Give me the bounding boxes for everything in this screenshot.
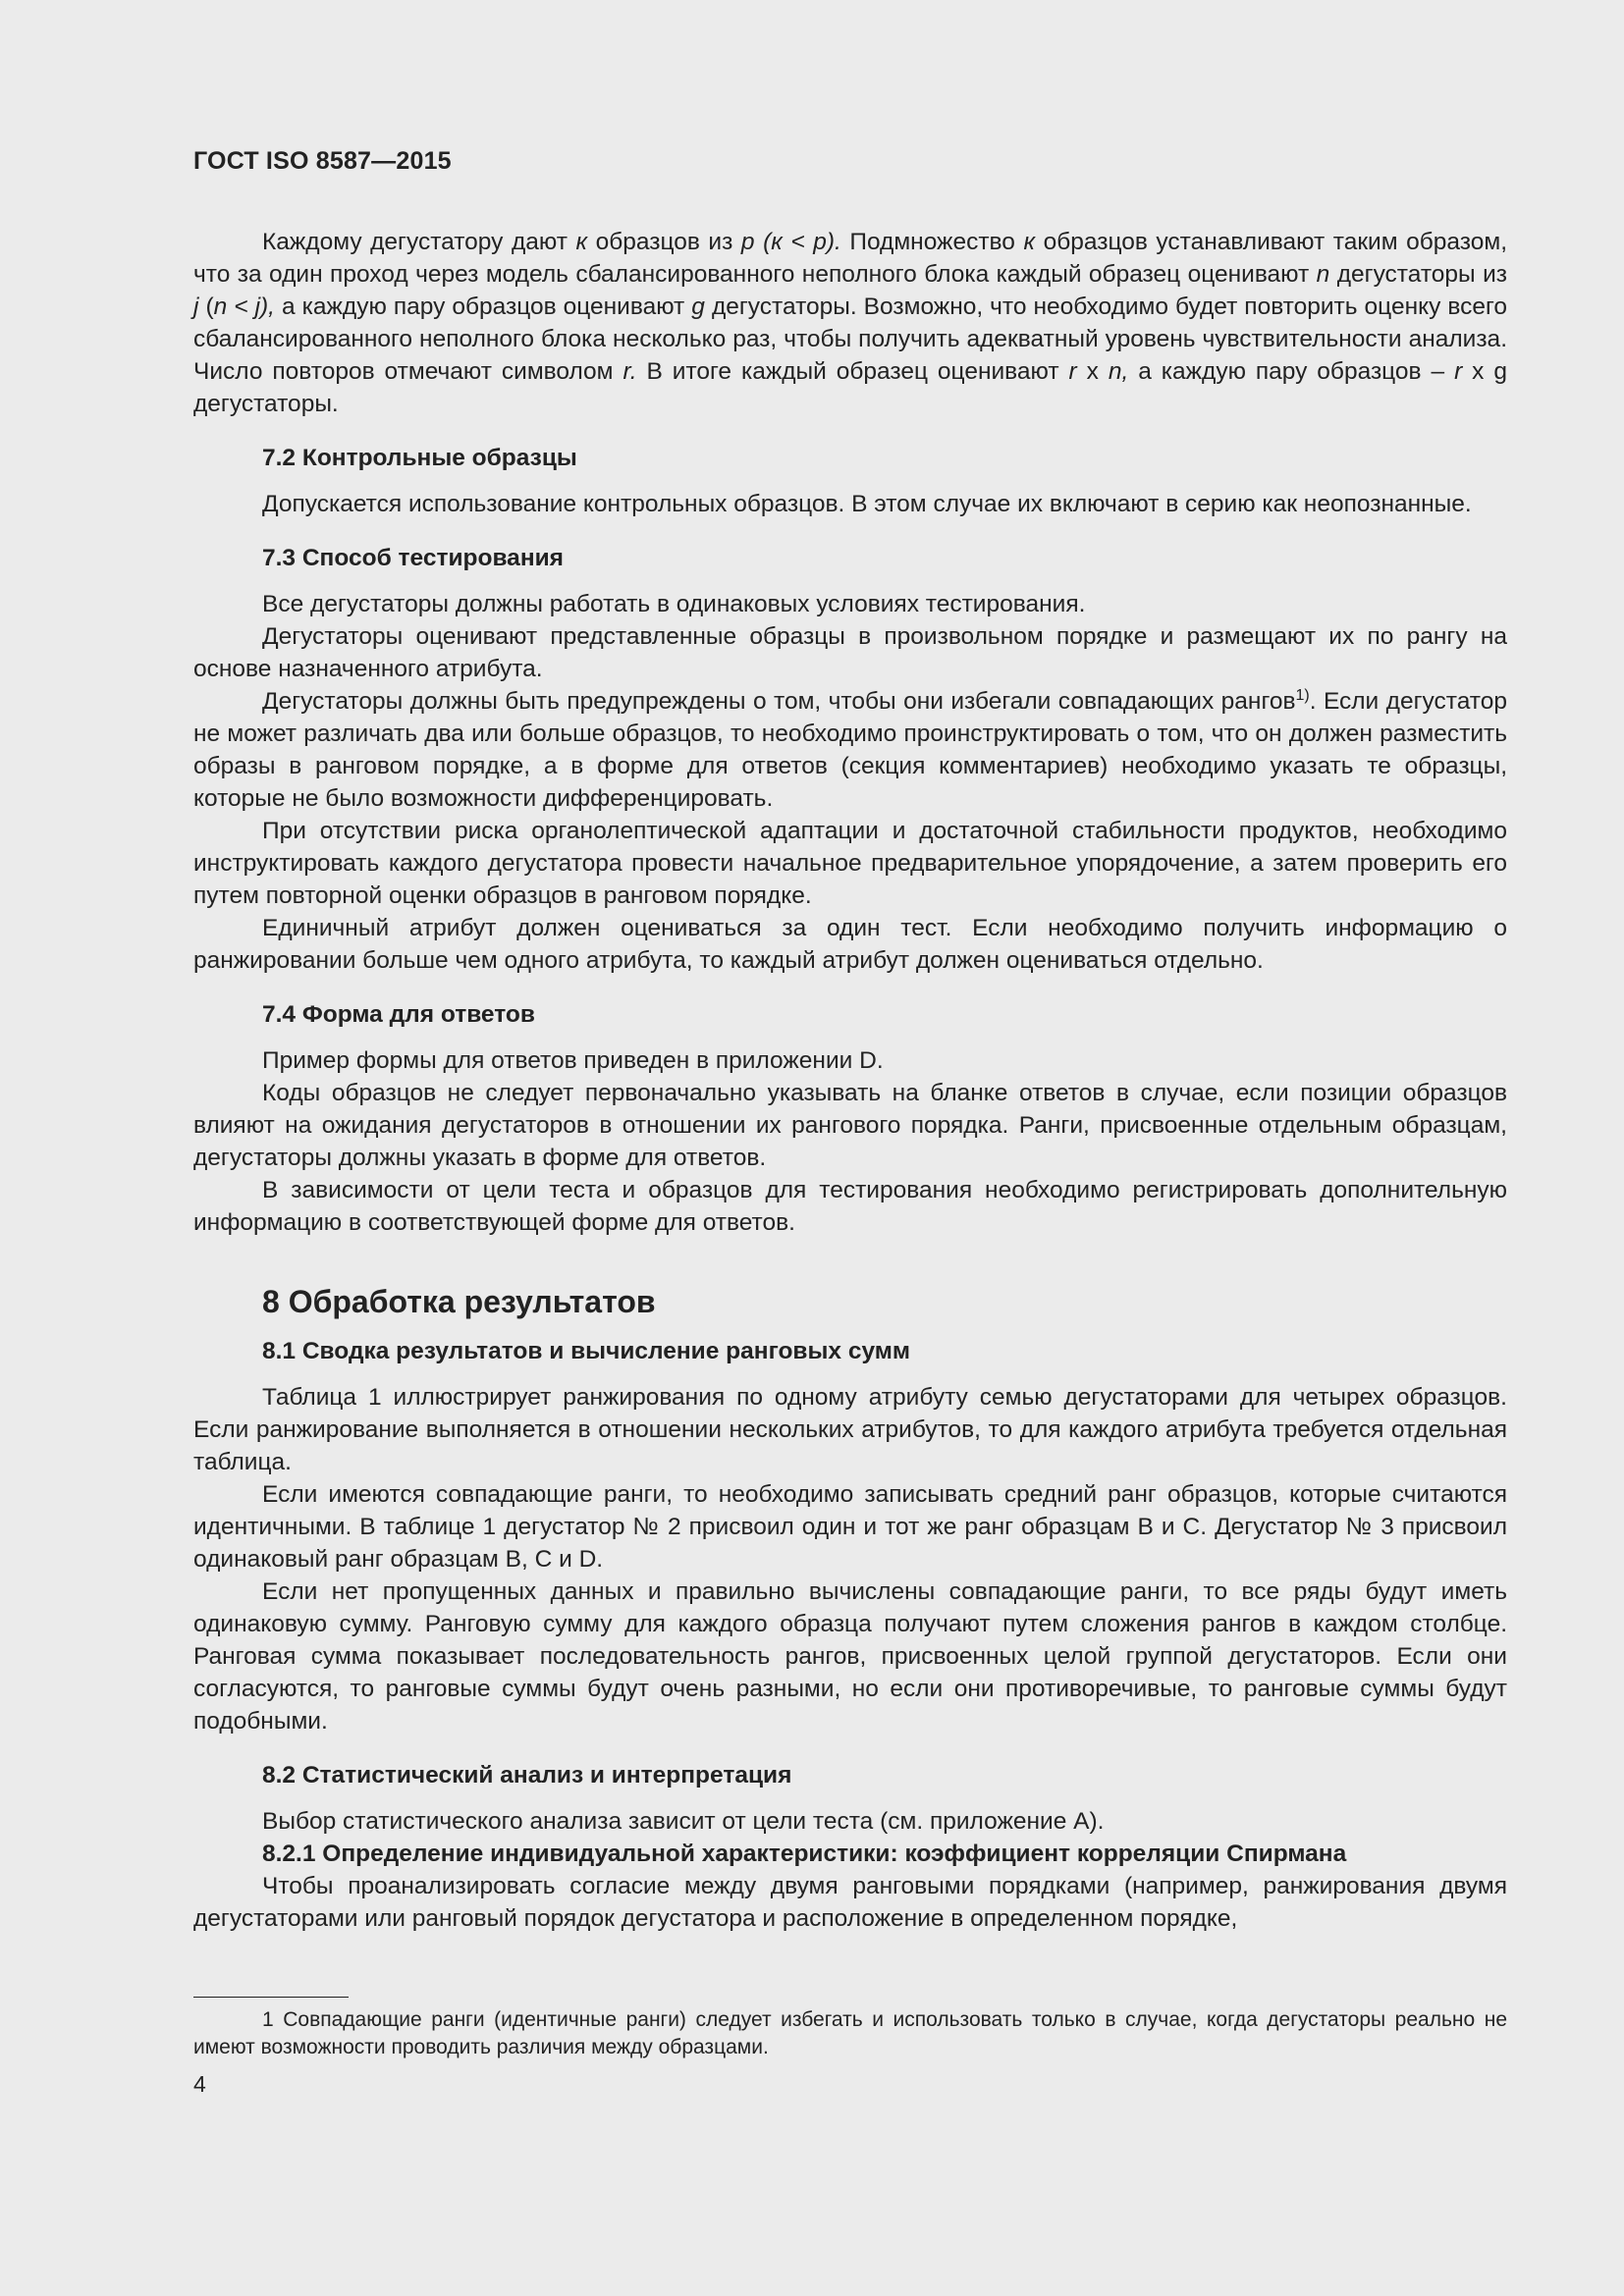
heading-7-2: 7.2 Контрольные образцы bbox=[262, 445, 577, 471]
paragraph-7-4-3: В зависимости от цели теста и образцов для тестирования необходимо регистрировать дополнительную информацию в соответствующей форме для ответов. bbox=[193, 1177, 1507, 1236]
paragraph-8-2-1-text: Чтобы проанализировать согласие между двумя ранговыми порядками (например, ранжирования двумя дегустаторами или ранговый порядок дегустатора и расположение в определенном порядке, bbox=[193, 1873, 1507, 1932]
paragraph-intro: Каждому дегустатору дают к образцов из р (к < р). Подмножество к образцов устанавливают таким образом, что за один проход через модель сбалансированного неполного блока каждый образец оценивают n дегустаторы из j (n < j), а каждую пару образцов оценивают g дегустаторы. Возможно, что необходимо будет повторить оценку всего сбалансированного неполного блока несколько раз, чтобы получить адекватный уровень чувствительности анализа. Число повторов отмечают символом r. В итоге каждый образец оценивают r x n, а каждую пару образцов – r x g дегустаторы. bbox=[193, 229, 1507, 417]
paragraph-8-1-1: Таблица 1 иллюстрирует ранжирования по одному атрибуту семью дегустаторами для четырех образцов. Если ранжирование выполняется в отношении нескольких атрибутов, то для каждого атрибута требуется отдельная таблица. bbox=[193, 1384, 1507, 1475]
footnote: 1 Совпадающие ранги (идентичные ранги) следует избегать и использовать только в случае, когда дегустаторы реально не имеют возможности проводить различия между образцами. bbox=[193, 2008, 1507, 2058]
heading-8-2-1: 8.2.1 Определение индивидуальной характеристики: коэффициент корреляции Спирмана bbox=[262, 1841, 1347, 1867]
paragraph-7-3-4: При отсутствии риска органолептической адаптации и достаточной стабильности продуктов, необходимо инструктировать каждого дегустатора провести начальное предварительное упорядочение, а затем проверить его путем повторной оценки образцов в ранговом порядке. bbox=[193, 818, 1507, 909]
document-header: ГОСТ ISO 8587—2015 bbox=[193, 147, 452, 175]
paragraph-7-3-5: Единичный атрибут должен оцениваться за один тест. Если необходимо получить информацию о ранжировании больше чем одного атрибута, то каждый атрибут должен оцениваться отдельно. bbox=[193, 915, 1507, 974]
paragraph-7-3-2: Дегустаторы оценивают представленные образцы в произвольном порядке и размещают их по рангу на основе назначенного атрибута. bbox=[193, 623, 1507, 682]
paragraph-8-1-2: Если имеются совпадающие ранги, то необходимо записывать средний ранг образцов, которые считаются идентичными. В таблице 1 дегустатор № 2 присвоил один и тот же ранг образцам В и С. Дегустатор № 3 присвоил одинаковый ранг образцам В, С и D. bbox=[193, 1481, 1507, 1573]
document-body bbox=[193, 226, 1507, 1935]
heading-8: 8 Обработка результатов bbox=[262, 1284, 656, 1319]
paragraph-7-4-1: Пример формы для ответов приведен в приложении D. bbox=[262, 1047, 884, 1074]
heading-8-1: 8.1 Сводка результатов и вычисление ранговых сумм bbox=[262, 1338, 911, 1364]
paragraph-8-2-1: Выбор статистического анализа зависит от цели теста (см. приложение А). bbox=[262, 1808, 1105, 1835]
paragraph-7-4-2: Коды образцов не следует первоначально указывать на бланке ответов в случае, если позиции образцов влияют на ожидания дегустаторов в отношении их рангового порядка. Ранги, присвоенные отдельным образцам, дегустаторы должны указать в форме для ответов. bbox=[193, 1080, 1507, 1171]
heading-7-3: 7.3 Способ тестирования bbox=[262, 545, 564, 571]
paragraph-7-2: Допускается использование контрольных образцов. В этом случае их включают в серию как неопознанные. bbox=[262, 491, 1472, 517]
heading-8-2: 8.2 Статистический анализ и интерпретация bbox=[262, 1762, 792, 1789]
page-number: 4 bbox=[193, 2071, 206, 2097]
paragraph-7-3-1: Все дегустаторы должны работать в одинаковых условиях тестирования. bbox=[262, 591, 1086, 617]
footnote-divider bbox=[193, 1997, 349, 1998]
heading-7-4: 7.4 Форма для ответов bbox=[262, 1001, 535, 1028]
paragraph-7-3-3: Дегустаторы должны быть предупреждены о том, чтобы они избегали совпадающих рангов$^{1)}$. Если дегустатор не может различать два или больше образцов, то необходимо проинструктировать о том, что он должен разместить образы в ранговом порядке, а в форме для ответов (секция комментариев) необходимо указать те образцы, которые не было возможности дифференцировать. bbox=[193, 686, 1507, 812]
footnote-ref[interactable]: 1) bbox=[1295, 686, 1310, 704]
paragraph-8-1-3: Если нет пропущенных данных и правильно вычислены совпадающие ранги, то все ряды будут иметь одинаковую сумму. Ранговую сумму для каждого образца получают путем сложения рангов в каждом столбце. Ранговая сумма показывает последовательность рангов, присвоенных целой группой дегустаторов. Если они согласуются, то ранговые суммы будут очень разными, но если они противоречивые, то ранговые суммы будут подобными. bbox=[193, 1578, 1507, 1735]
